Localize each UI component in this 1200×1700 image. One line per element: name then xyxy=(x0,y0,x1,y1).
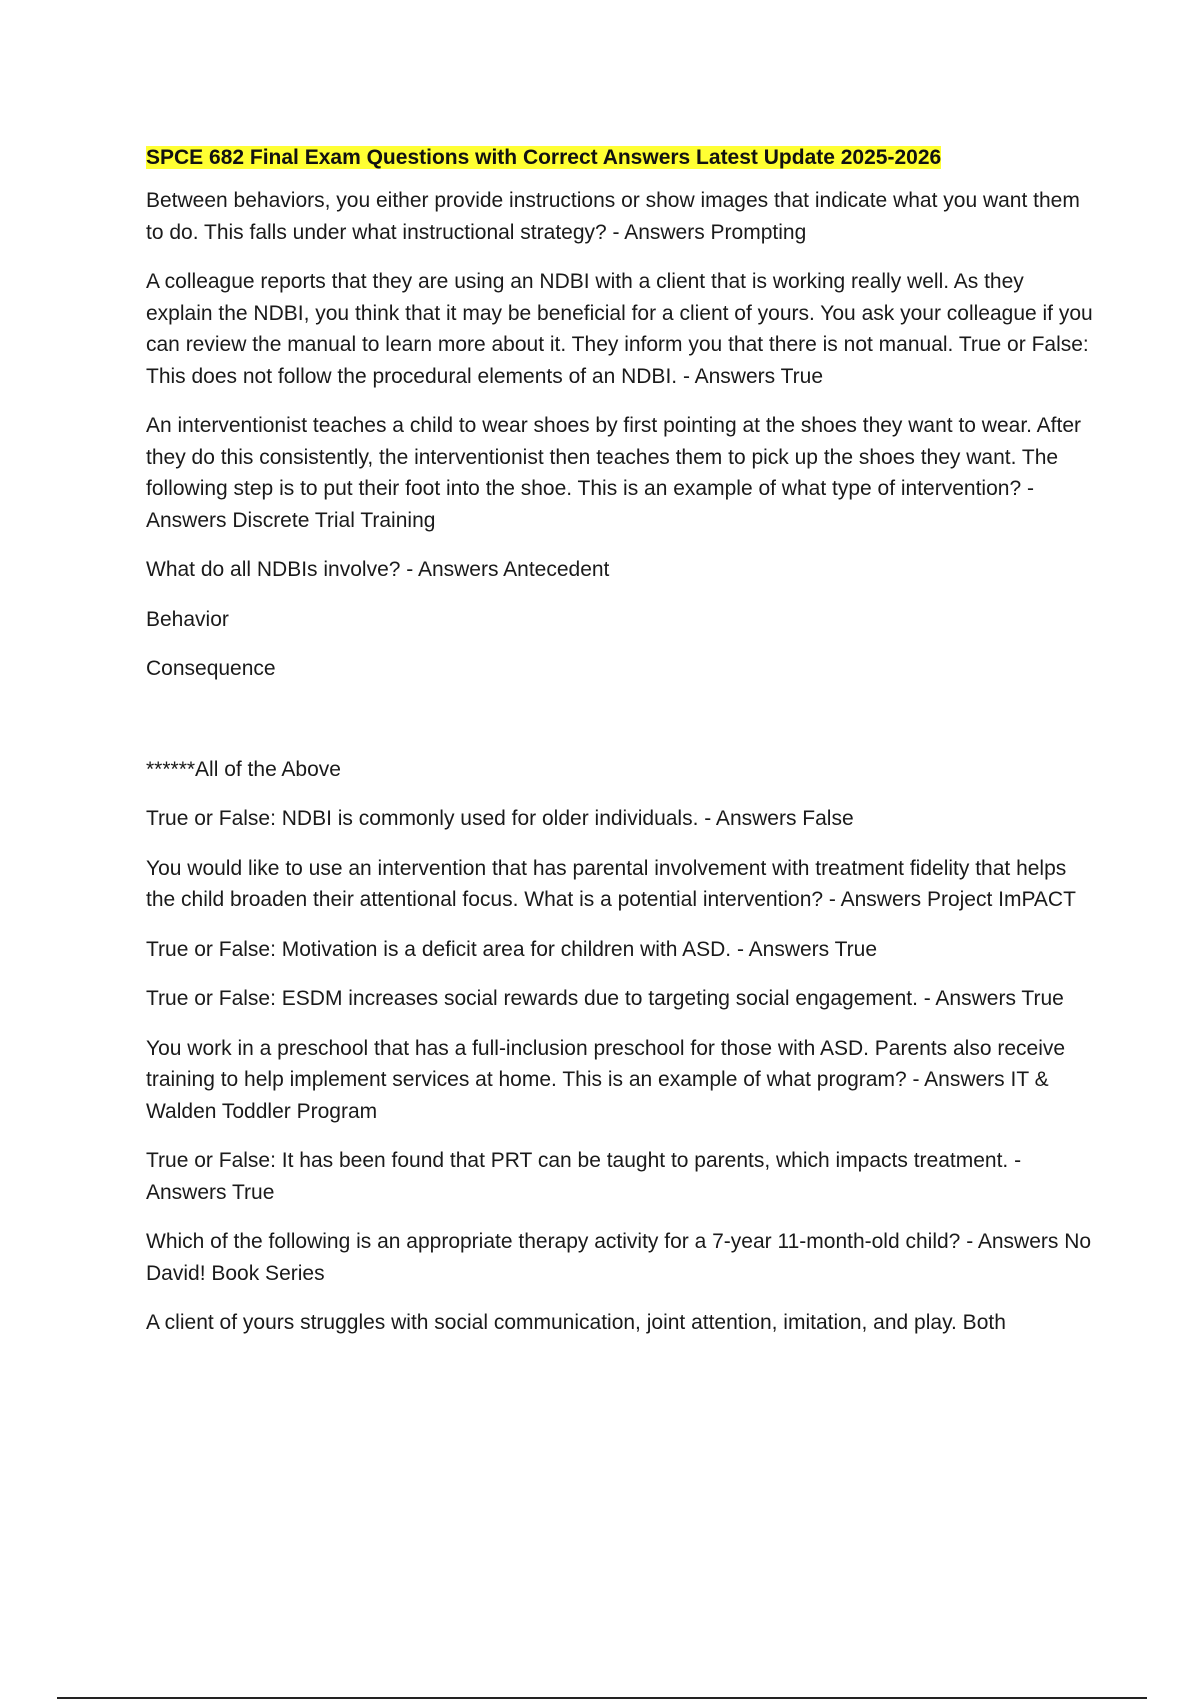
document-title: SPCE 682 Final Exam Questions with Correct Answers Latest Update 2025-2026 xyxy=(146,146,942,169)
qa-paragraph: What do all NDBIs involve? - Answers Antecedent xyxy=(146,558,610,581)
blank-line xyxy=(146,703,1096,754)
qa-paragraph: True or False: Motivation is a deficit area for children with ASD. - Answers True xyxy=(146,937,878,961)
qa-paragraph: True or False: It has been found that PRT can be taught to parents, which impacts treatment. - Answers True xyxy=(146,1149,1022,1204)
qa-paragraph: You would like to use an intervention that has parental involvement with treatment fidelity that helps the child broaden their attentional focus. What is a potential intervention? - Answers Project ImPACT xyxy=(146,856,1076,911)
qa-paragraph: A colleague reports that they are using an NDBI with a client that is working really well. As they explain the NDBI, you think that it may be beneficial for a client of yours. You ask your colleague if you can review the manual to learn more about it. They inform you that there is not manual. True or False: This does not follow the procedural elements of an NDBI. - Answers True xyxy=(146,270,1093,388)
title-block xyxy=(146,143,1096,173)
qa-paragraph: True or False: NDBI is commonly used for older individuals. - Answers False xyxy=(146,807,854,830)
qa-paragraph: Consequence xyxy=(146,657,276,680)
qa-paragraph: ******All of the Above xyxy=(146,757,341,781)
document-body xyxy=(146,143,1096,1357)
qa-paragraph: A client of yours struggles with social communication, joint attention, imitation, and play. Both xyxy=(146,1311,1006,1334)
footer-divider xyxy=(57,1697,1147,1699)
qa-paragraph: Behavior xyxy=(146,607,229,631)
qa-paragraph: Which of the following is an appropriate therapy activity for a 7-year 11-month-old child? - Answers No David! Book Series xyxy=(146,1230,1092,1285)
qa-paragraph: Between behaviors, you either provide instructions or show images that indicate what you want them to do. This falls under what instructional strategy? - Answers Prompting xyxy=(146,189,1080,244)
qa-paragraph: You work in a preschool that has a full-inclusion preschool for those with ASD. Parents also receive training to help implement services at home. This is an example of what program? - Answers IT & Walden Toddler Program xyxy=(146,1036,1066,1123)
qa-paragraph: True or False: ESDM increases social rewards due to targeting social engagement. - Answers True xyxy=(146,987,1064,1010)
qa-paragraph: An interventionist teaches a child to wear shoes by first pointing at the shoes they want to wear. After they do this consistently, the interventionist then teaches them to pick up the shoes they want. The following step is to put their foot into the shoe. This is an example of what type of intervention? - Answers Discrete Trial Training xyxy=(146,414,1082,532)
